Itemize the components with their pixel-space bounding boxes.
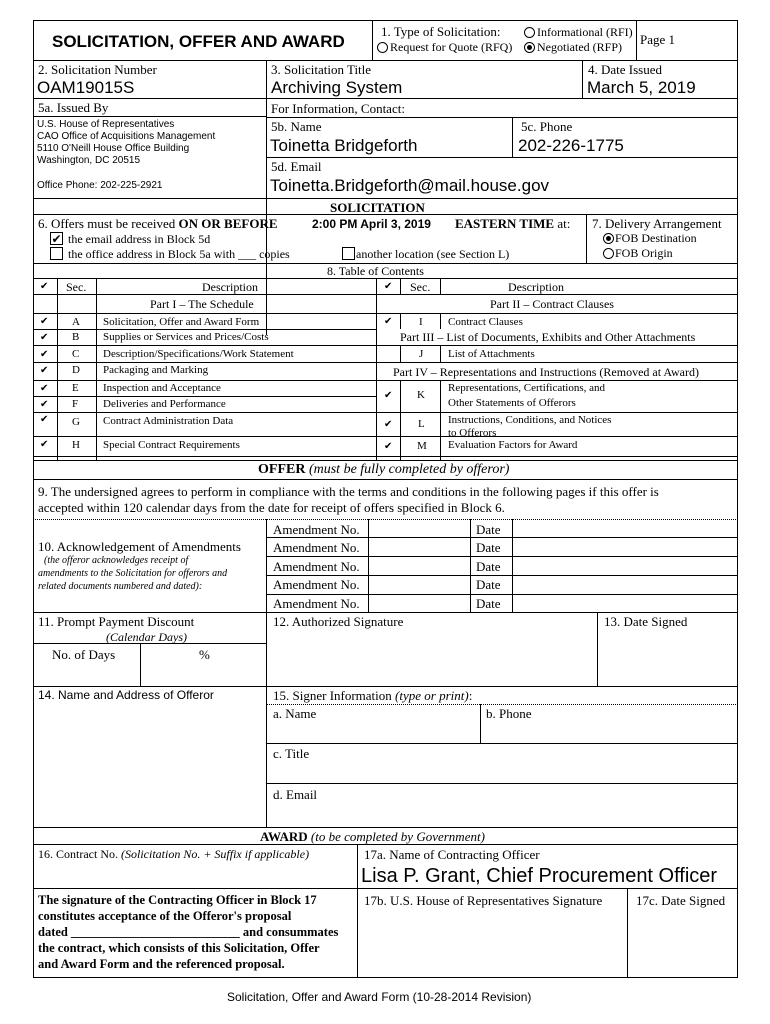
- toc-desc-header: Description: [508, 280, 564, 294]
- award-statement: The signature of the Contracting Officer in Block 17: [38, 893, 317, 907]
- rfi-label: Informational (RFI): [537, 25, 633, 39]
- signer-label: 15. Signer Information (type or print):: [273, 688, 473, 703]
- issued-by-line: 5110 O'Neill House Office Building: [37, 143, 190, 154]
- toc-row-sec: B: [72, 331, 80, 343]
- form-footer: Solicitation, Offer and Award Form (10-28-2014 Revision): [227, 990, 532, 1004]
- fob-origin-label: FOB Origin: [615, 246, 673, 260]
- offer-heading: OFFER (must be fully completed by offeror): [258, 462, 510, 477]
- solicitation-number-label: 2. Solicitation Number: [38, 62, 157, 77]
- rfi-radio[interactable]: [524, 27, 535, 38]
- house-signature-label: 17b. U.S. House of Representatives Signature: [364, 893, 603, 908]
- amendments-note: related documents numbered and dated):: [38, 581, 203, 592]
- contact-name-label: 5b. Name: [271, 119, 322, 134]
- amendments-note: amendments to the Solicitation for offerors and: [38, 568, 228, 579]
- percent-label: %: [199, 647, 210, 662]
- office-checkbox[interactable]: [50, 247, 63, 260]
- toc-row-desc: List of Attachments: [448, 348, 535, 360]
- toc-row-check: ✔: [40, 316, 49, 327]
- email-checkbox[interactable]: ✔: [51, 232, 62, 246]
- other-location-checkbox[interactable]: [342, 247, 355, 260]
- toc-row-sec: H: [72, 439, 80, 451]
- award-statement: constitutes acceptance of the Offeror's proposal: [38, 909, 292, 923]
- amendment-date-label: Date: [476, 559, 501, 574]
- toc-part-4: Part IV – Representations and Instructions (Removed at Award): [393, 365, 699, 379]
- issued-by-line: Washington, DC 20515: [37, 155, 141, 166]
- toc-row-check: ✔: [40, 399, 49, 410]
- toc-check-header: ✔: [40, 281, 49, 292]
- solicitation-title: Archiving System: [271, 78, 403, 97]
- amendment-date-label: Date: [476, 540, 501, 555]
- award-date-signed-label: 17c. Date Signed: [636, 893, 726, 908]
- toc-row-desc: Description/Specifications/Work Statement: [103, 348, 294, 360]
- contact-heading: For Information, Contact:: [271, 101, 405, 116]
- award-statement: dated ___________________________ and consummates: [38, 925, 339, 939]
- toc-row-sec: E: [72, 382, 79, 394]
- contact-phone-label: 5c. Phone: [521, 119, 573, 134]
- contact-email: Toinetta.Bridgeforth@mail.house.gov: [270, 176, 550, 195]
- fob-destination-label: FOB Destination: [615, 231, 697, 245]
- toc-row-sec: L: [418, 418, 425, 430]
- form-title: SOLICITATION, OFFER AND AWARD: [52, 32, 345, 51]
- toc-row-desc: Contract Administration Data: [103, 415, 234, 427]
- toc-row-check: ✔: [40, 365, 49, 376]
- toc-row-check: ✔: [40, 383, 49, 394]
- contact-email-label: 5d. Email: [271, 159, 322, 174]
- signer-phone-label: b. Phone: [486, 706, 532, 721]
- rfq-radio[interactable]: [377, 42, 388, 53]
- solicitation-type-label: 1. Type of Solicitation:: [381, 24, 501, 39]
- signer-title-label: c. Title: [273, 746, 310, 761]
- toc-row-sec: J: [419, 348, 424, 360]
- offers-deadline: 2:00 PM April 3, 2019: [312, 217, 431, 231]
- toc-row-sec: K: [417, 389, 425, 401]
- toc-desc-header: Description: [202, 280, 258, 294]
- toc-row-desc: Supplies or Services and Prices/Costs: [103, 331, 269, 343]
- signer-name-label: a. Name: [273, 706, 317, 721]
- solicitation-heading: SOLICITATION: [330, 200, 425, 215]
- toc-row-check: ✔: [384, 390, 393, 401]
- toc-row-sec: C: [72, 348, 80, 360]
- issued-by-line: U.S. House of Representatives: [37, 119, 175, 130]
- toc-row-sec: F: [72, 398, 79, 410]
- contract-no-label: 16. Contract No. (Solicitation No. + Suffix if applicable): [38, 847, 310, 861]
- toc-row-desc: Solicitation, Offer and Award Form: [103, 316, 260, 328]
- amendment-no-label: Amendment No.: [273, 559, 360, 574]
- toc-row-desc: Evaluation Factors for Award: [448, 439, 578, 451]
- toc-row-desc: Instructions, Conditions, and Notices: [448, 414, 612, 426]
- fob-origin-radio[interactable]: [603, 248, 614, 259]
- toc-row-check: ✔: [384, 316, 393, 327]
- toc-row-desc: Packaging and Marking: [103, 364, 209, 376]
- amendment-no-label: Amendment No.: [273, 577, 360, 592]
- offer-statement: 9. The undersigned agrees to perform in compliance with the terms and conditions in the following pages if this offer is: [38, 484, 659, 499]
- amendment-date-label: Date: [476, 577, 501, 592]
- toc-row-sec: A: [72, 316, 80, 328]
- award-statement: the contract, which consists of this Solicitation, Offer: [38, 941, 320, 955]
- timezone-label: EASTERN TIME at:: [455, 216, 571, 231]
- solicitation-title-label: 3. Solicitation Title: [271, 62, 372, 77]
- toc-part-2: Part II – Contract Clauses: [490, 297, 614, 311]
- other-location-label: another location (see Section L): [356, 247, 510, 261]
- discount-label: 11. Prompt Payment Discount: [38, 614, 195, 629]
- amendment-date-label: Date: [476, 596, 501, 611]
- toc-row-desc: Other Statements of Offerors: [448, 397, 576, 409]
- rfp-radio[interactable]: [524, 42, 535, 53]
- delivery-label: 7. Delivery Arrangement: [592, 216, 722, 231]
- date-signed-label: 13. Date Signed: [604, 614, 688, 629]
- toc-row-check: ✔: [40, 414, 49, 425]
- toc-row-sec: D: [72, 364, 80, 376]
- toc-row-check: ✔: [384, 419, 393, 430]
- office-option-label: the office address in Block 5a with ___ copies: [68, 247, 290, 261]
- officer-name: Lisa P. Grant, Chief Procurement Officer: [361, 865, 718, 887]
- toc-row-desc: to Offerors: [448, 427, 497, 439]
- fob-destination-radio[interactable]: [603, 233, 614, 244]
- amendment-date-label: Date: [476, 522, 501, 537]
- toc-check-header: ✔: [384, 281, 393, 292]
- toc-row-sec: I: [419, 316, 423, 328]
- contact-name: Toinetta Bridgeforth: [270, 136, 418, 155]
- offer-statement: accepted within 120 calendar days from the date for receipt of offers specified in Block 6.: [38, 500, 505, 515]
- offeror-label: 14. Name and Address of Offeror: [38, 688, 214, 702]
- toc-row-desc: Deliveries and Performance: [103, 398, 226, 410]
- amendment-no-label: Amendment No.: [273, 540, 360, 555]
- toc-row-desc: Contract Clauses: [448, 316, 523, 328]
- issued-by-label: 5a. Issued By: [38, 100, 109, 115]
- office-phone: Office Phone: 202-225-2921: [37, 180, 163, 191]
- toc-row-check: ✔: [40, 439, 49, 450]
- amendments-note: (the offeror acknowledges receipt of: [44, 555, 189, 566]
- date-issued-label: 4. Date Issued: [588, 62, 663, 77]
- toc-row-sec: G: [72, 416, 80, 428]
- amendments-label: 10. Acknowledgement of Amendments: [38, 539, 241, 554]
- toc-row-check: ✔: [384, 441, 393, 452]
- amendment-no-label: Amendment No.: [273, 522, 360, 537]
- toc-part-1: Part I – The Schedule: [150, 297, 254, 311]
- toc-row-sec: M: [417, 440, 427, 452]
- toc-row-check: ✔: [40, 332, 49, 343]
- rfq-label: Request for Quote (RFQ): [390, 40, 513, 54]
- toc-title: 8. Table of Contents: [327, 264, 424, 278]
- amendment-no-label: Amendment No.: [273, 596, 360, 611]
- toc-row-check: ✔: [40, 349, 49, 360]
- toc-sec-header: Sec.: [410, 280, 431, 294]
- toc-row-desc: Inspection and Acceptance: [103, 382, 221, 394]
- days-label: No. of Days: [52, 647, 116, 662]
- offers-due-label: 6. Offers must be received ON OR BEFORE: [38, 216, 278, 231]
- solicitation-number: OAM19015S: [37, 78, 135, 97]
- award-heading: AWARD (to be completed by Government): [260, 829, 485, 844]
- rfp-label: Negotiated (RFP): [537, 40, 622, 54]
- contact-phone: 202-226-1775: [518, 136, 624, 155]
- signature-label: 12. Authorized Signature: [273, 614, 404, 629]
- toc-row-desc: Representations, Certifications, and: [448, 382, 606, 394]
- toc-row-desc: Special Contract Requirements: [103, 439, 240, 451]
- toc-sec-header: Sec.: [66, 280, 87, 294]
- officer-label: 17a. Name of Contracting Officer: [364, 847, 540, 862]
- discount-note: (Calendar Days): [106, 630, 187, 644]
- toc-part-3: Part III – List of Documents, Exhibits and Other Attachments: [400, 330, 696, 344]
- date-issued: March 5, 2019: [587, 78, 696, 97]
- award-statement: and Award Form and the referenced proposal.: [38, 957, 285, 971]
- issued-by-line: CAO Office of Acquisitions Management: [37, 131, 216, 142]
- signer-email-label: d. Email: [273, 787, 318, 802]
- page-label: Page 1: [640, 32, 676, 47]
- email-option-label: the email address in Block 5d: [68, 232, 211, 246]
